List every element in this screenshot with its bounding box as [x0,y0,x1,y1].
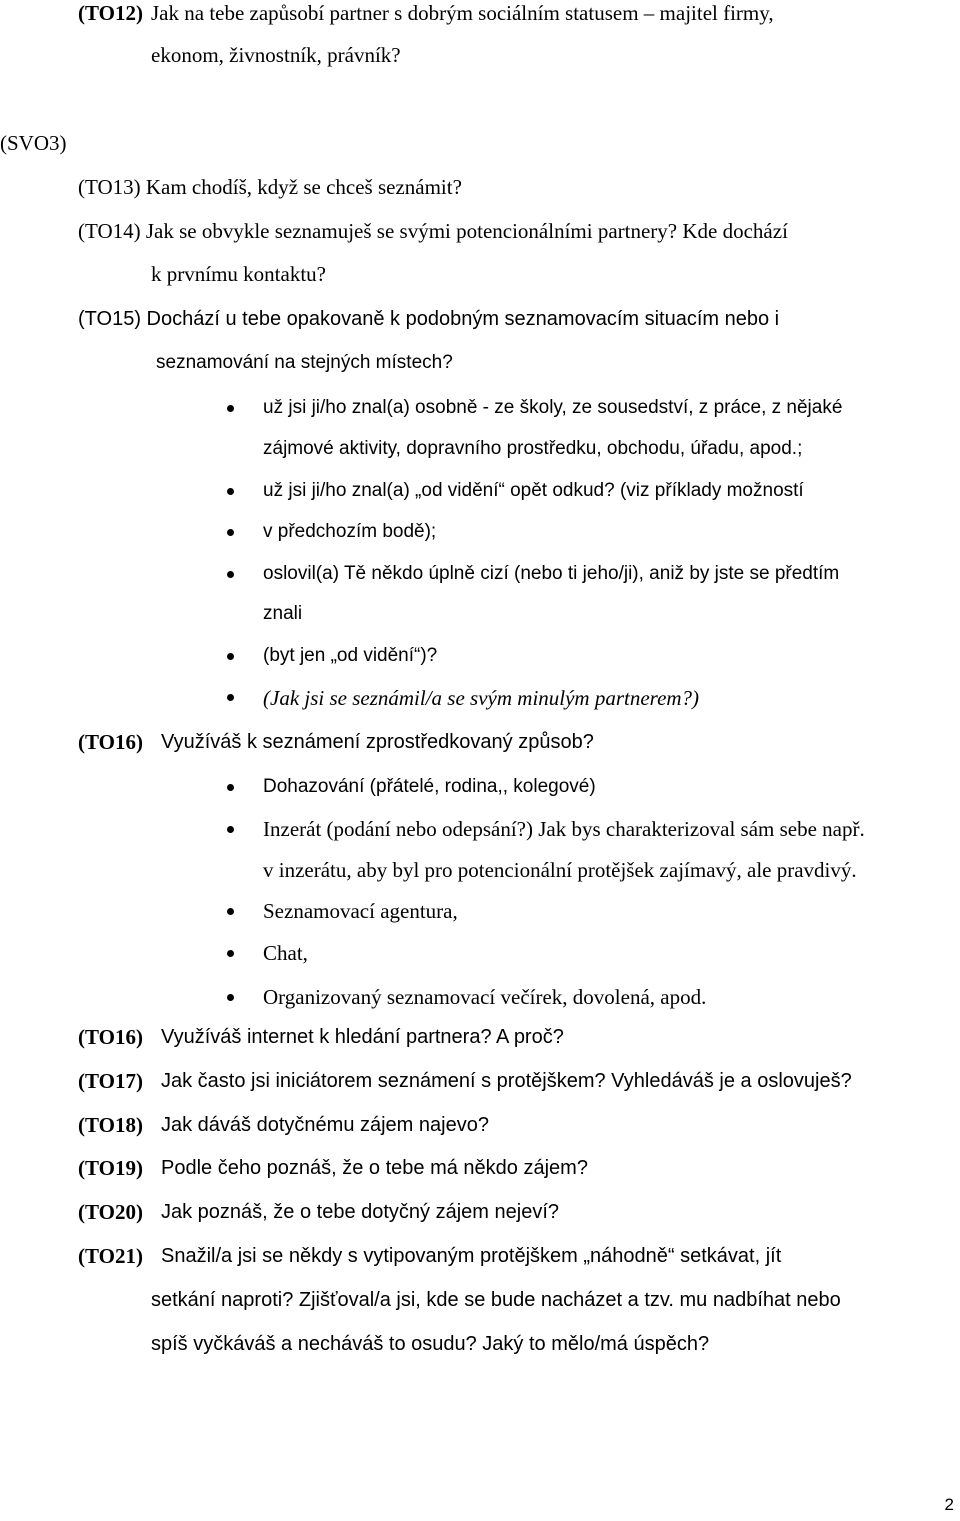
question-text-to20: Jak poznáš, že o tebe dotyčný zájem nejeví? [161,1201,560,1223]
question-to14-line2: k prvnímu kontaktu? [151,262,326,286]
question-code-to17: (TO17) [78,1069,143,1093]
list-item: už jsi ji/ho znal(a) osobně - ze školy, ze sousedství, z práce, z nějaké [263,397,843,418]
bullet-icon [227,694,234,701]
question-to15-line2: seznamování na stejných místech? [156,352,453,373]
question-text-to18: Jak dáváš dotyčnému zájem najevo? [161,1114,489,1136]
question-code-to16-a: (TO16) [78,730,143,754]
question-text-to16-a: Využíváš k seznámení zprostředkovaný způsob? [161,731,594,753]
question-text-to21-line3: spíš vyčkáváš a necháváš to osudu? Jaký to mělo/má úspěch? [151,1333,710,1355]
question-text-to19: Podle čeho poznáš, že o tebe má někdo zájem? [161,1157,588,1179]
list-item: Organizovaný seznamovací večírek, dovolená, apod. [263,985,707,1009]
question-code-to12: (TO12) [78,1,143,25]
section-heading-svo3: (SVO3) [0,131,67,155]
bullet-icon [227,653,234,660]
question-text-to12-line1: Jak na tebe zapůsobí partner s dobrým sociálním statusem – majitel firmy, [151,1,774,25]
bullet-icon [227,529,234,536]
question-to13: (TO13) Kam chodíš, když se chceš seznámit? [78,175,462,199]
question-to14-line1: (TO14) Jak se obvykle seznamuješ se svými potencionálními partnery? Kde dochází [78,219,788,243]
bullet-icon [227,405,234,412]
question-to15-line1: (TO15) Dochází u tebe opakovaně k podobným seznamovacím situacím nebo i [78,308,780,330]
list-item: v předchozím bodě); [263,521,437,542]
question-text-to21-line1: Snažil/a jsi se někdy s vytipovaným protějškem „náhodně“ setkávat, jít [161,1245,782,1267]
list-item-continuation: zájmové aktivity, dopravního prostředku, obchodu, úřadu, apod.; [263,438,803,459]
list-item: (byt jen „od vidění“)? [263,645,438,666]
question-text-to12-line2: ekonom, živnostník, právník? [151,43,401,67]
list-item: Chat, [263,941,308,965]
list-item-continuation: v inzerátu, aby byl pro potencionální protějšek zajímavý, ale pravdivý. [263,858,857,882]
page-number: 2 [944,1495,954,1514]
list-item: oslovil(a) Tě někdo úplně cizí (nebo ti jeho/ji), aniž by jste se předtím [263,563,840,584]
question-code-to20: (TO20) [78,1200,143,1224]
list-item: Dohazování (přátelé, rodina,, kolegové) [263,776,596,797]
bullet-icon [227,994,234,1001]
list-item-continuation: znali [263,603,303,624]
question-text-to17: Jak často jsi iniciátorem seznámení s protějškem? Vyhledáváš je a oslovuješ? [161,1070,852,1092]
question-code-to19: (TO19) [78,1156,143,1180]
list-item: Inzerát (podání nebo odepsání?) Jak bys charakterizoval sám sebe např. [263,817,865,841]
bullet-icon [227,908,234,915]
bullet-icon [227,571,234,578]
question-code-to18: (TO18) [78,1113,143,1137]
bullet-icon [227,784,234,791]
bullet-icon [227,950,234,957]
question-code-to21: (TO21) [78,1244,143,1268]
question-text-to21-line2: setkání naproti? Zjišťoval/a jsi, kde se bude nacházet a tzv. mu nadbíhat nebo [151,1289,841,1311]
list-item: (Jak jsi se seznámil/a se svým minulým partnerem?) [263,686,700,710]
list-item: Seznamovací agentura, [263,899,458,923]
list-item: už jsi ji/ho znal(a) „od vidění“ opět odkud? (viz příklady možností [263,480,804,501]
question-code-to16-b: (TO16) [78,1025,143,1049]
bullet-icon [227,826,234,833]
bullet-icon [227,488,234,495]
question-text-to16-b: Využíváš internet k hledání partnera? A proč? [161,1026,564,1048]
